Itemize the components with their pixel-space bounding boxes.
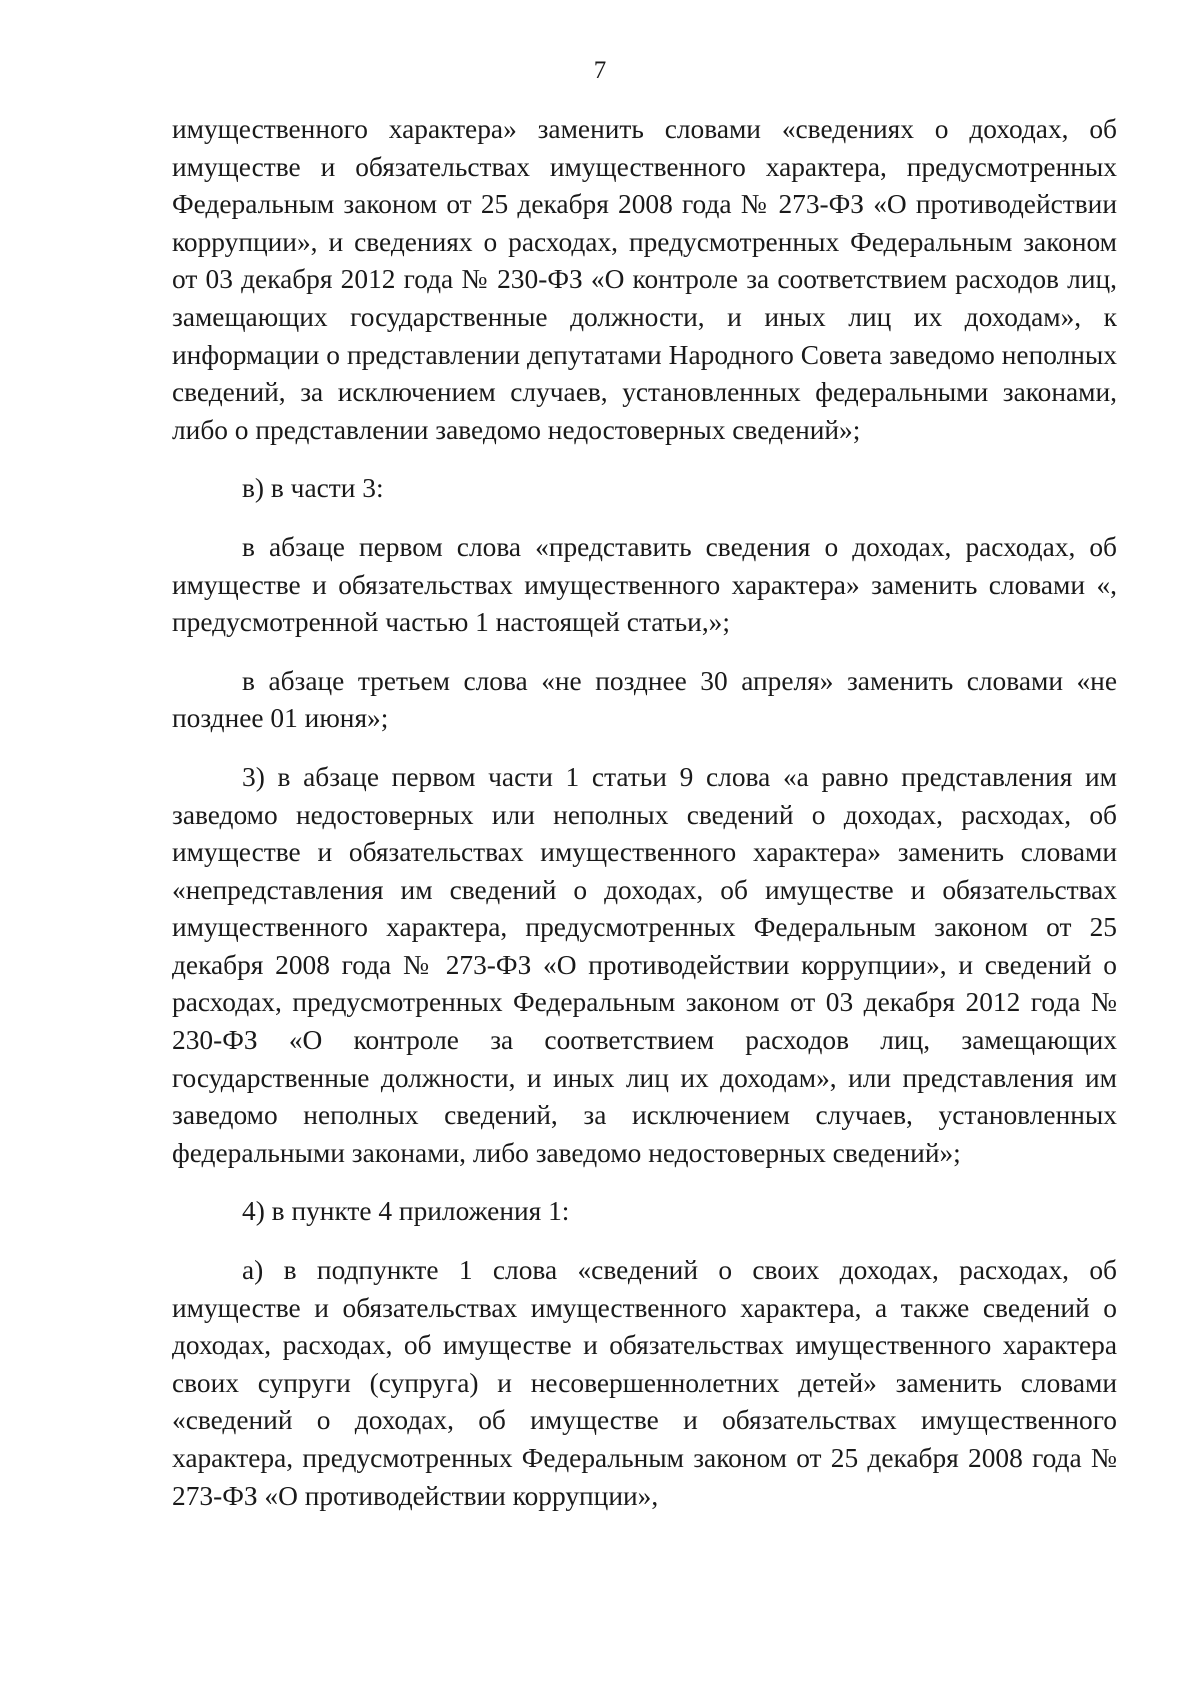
paragraph-continuation: имущественного характера» заменить словами «сведениях о доходах, об имуществе и обязательствах имущественного характера, предусмотренных Федеральным законом от 25 декабря 2008 года № 273-ФЗ «О противодействии коррупции», и сведениях о расходах, предусмотренных Федеральным законом от 03 декабря 2012 года № 230-ФЗ «О контроле за соответствием расходов лиц, замещающих государственные должности, и иных лиц их доходам», к информации о представлении депутатами Народного Совета заведомо неполных сведений, за исключением случаев, установленных федеральными законами, либо о представлении заведомо недостоверных сведений»; bbox=[172, 114, 1117, 445]
page-number: 7 bbox=[593, 57, 607, 84]
paragraph-subitem-a: а) в подпункте 1 слова «сведений о своих доходах, расходах, об имуществе и обязательствах имущественного характера, а также сведений о доходах, расходах, об имуществе и обязательствах имущественного характера своих супруги (супруга) и несовершеннолетних детей» заменить словами «сведений о доходах, об имуществе и обязательствах имущественного характера, предусмотренных Федеральным законом от 25 декабря 2008 года № 273-ФЗ «О противодействии коррупции», bbox=[172, 1255, 1117, 1511]
document-body bbox=[172, 111, 1117, 1515]
paragraph-item-4: 4) в пункте 4 приложения 1: bbox=[242, 1196, 570, 1227]
paragraph-third-abzac: в абзаце третьем слова «не позднее 30 апреля» заменить словами «не позднее 01 июня»; bbox=[172, 665, 1117, 734]
paragraph-item-3: 3) в абзаце первом части 1 статьи 9 слова «а равно представления им заведомо недостоверных или неполных сведений о доходах, расходах, об имуществе и обязательствах имущественного характера» заменить словами «непредставления им сведений о доходах, об имуществе и обязательствах имущественного характера, предусмотренных Федеральным законом от 25 декабря 2008 года № 273-ФЗ «О противодействии коррупции», и сведений о расходах, предусмотренных Федеральным законом от 03 декабря 2012 года № 230-ФЗ «О контроле за соответствием расходов лиц, замещающих государственные должности, и иных лиц их доходам», или представления им заведомо неполных сведений, за исключением случаев, установленных федеральными законами, либо заведомо недостоверных сведений»; bbox=[172, 761, 1117, 1168]
paragraph-subitem-v: в) в части 3: bbox=[242, 473, 384, 504]
paragraph-first-abzac: в абзаце первом слова «представить сведения о доходах, расходах, об имуществе и обязательствах имущественного характера» заменить словами «, предусмотренной частью 1 настоящей статьи,»; bbox=[172, 531, 1117, 638]
